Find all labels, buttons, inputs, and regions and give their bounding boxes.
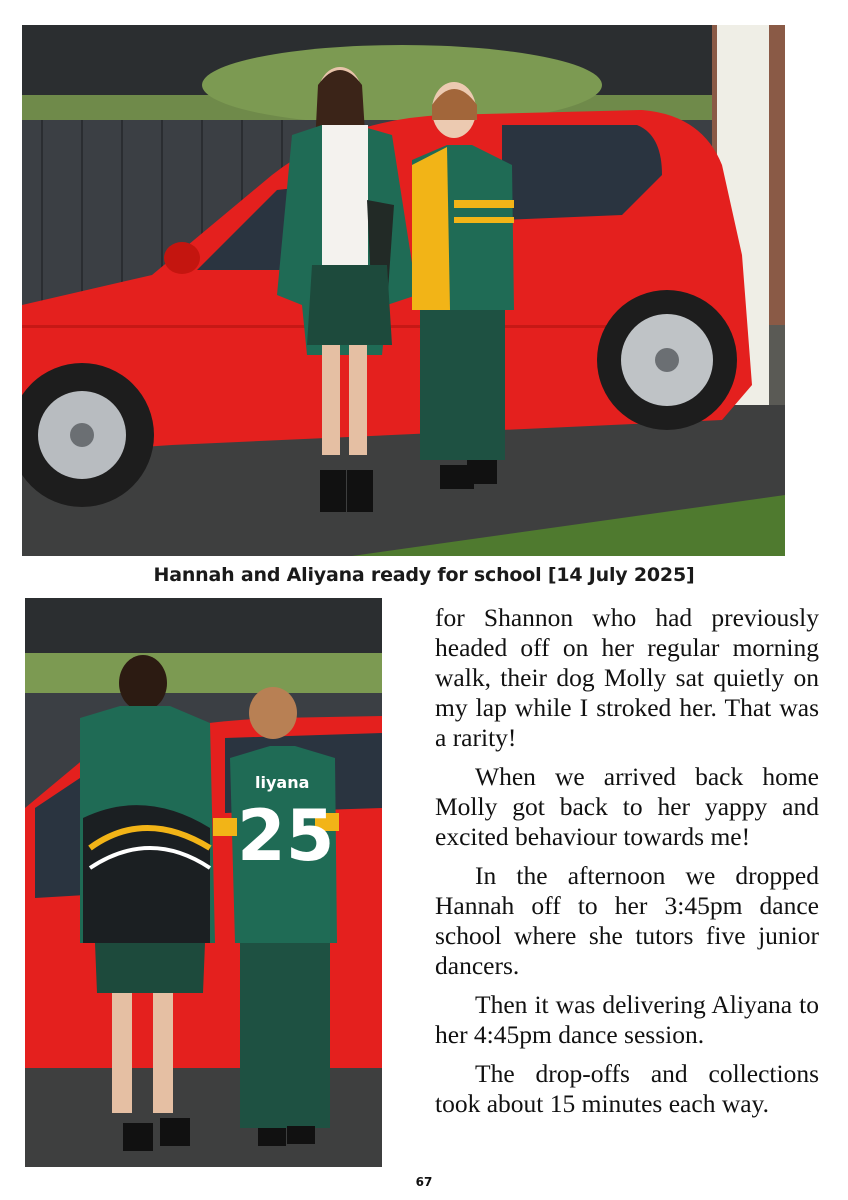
- photo-girls-back: [25, 598, 382, 1167]
- paragraph-4: Then it was delivering Aliyana to her 4:45pm dance session.: [435, 990, 819, 1049]
- photo-caption: Hannah and Aliyana ready for school [14 July 2025]: [153, 564, 695, 586]
- page-number: 67: [415, 1175, 433, 1189]
- paragraph-5: The drop-offs and collections took about 15 minutes each way.: [435, 1059, 819, 1118]
- paragraph-2: When we arrived back home Molly got back to her yappy and excited behaviour towards me!: [435, 762, 819, 851]
- paragraph-3: In the afternoon we dropped Hannah off to her 3:45pm dance school where she tutors five junior dancers.: [435, 861, 819, 980]
- jersey-name: liyana: [255, 773, 310, 792]
- body-text: [435, 603, 819, 1128]
- photo-girls-front: [22, 25, 785, 556]
- jersey-number: 25: [237, 795, 335, 877]
- paragraph-1: for Shannon who had previously headed off on her regular morning walk, their dog Molly sat quietly on my lap while I stroked her. That was a rarity!: [435, 603, 819, 752]
